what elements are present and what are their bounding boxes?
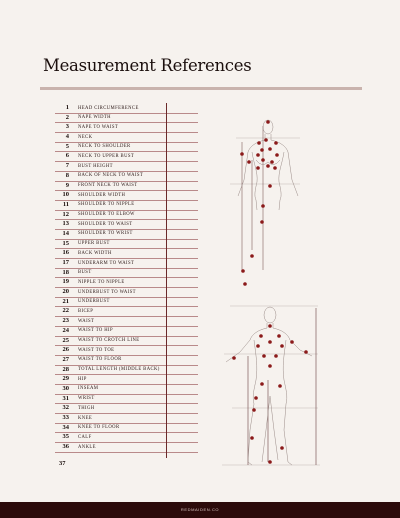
measurement-label: NECK TO SHOULDER [78, 144, 131, 150]
measurement-number: 24 [62, 326, 69, 334]
measurement-number: 23 [62, 317, 69, 325]
measurement-number: 1 [65, 104, 69, 111]
measurement-number: 34 [62, 423, 69, 431]
measurement-label: UNDERARM TO WAIST [78, 260, 135, 266]
measurement-number: 9 [65, 181, 69, 189]
measurement-label: SHOULDER TO NIPPLE [78, 202, 135, 208]
measurement-label: ANKLE [78, 444, 96, 450]
measurement-label: KNEE [78, 415, 93, 421]
measurement-label: SHOULDER WIDTH [78, 192, 126, 198]
measurement-label: NIPPLE TO NIPPLE [78, 279, 125, 285]
measurement-label: WAIST TO TOE [78, 347, 115, 353]
measurement-number: 6 [65, 152, 69, 160]
measurement-number: 19 [62, 278, 69, 286]
measurement-number: 20 [62, 288, 69, 296]
measurement-number: 11 [62, 200, 69, 208]
measurement-number: 17 [62, 259, 69, 266]
measurement-label: INSEAM [78, 386, 99, 392]
measurement-label: CALF [78, 434, 92, 440]
measurement-label: NECK TO UPPER BUST [78, 153, 135, 159]
measurement-label: SHOULDER TO WRIST [78, 231, 133, 237]
measurement-label: KNEE TO FLOOR [78, 425, 120, 431]
measurement-label: BICEP [78, 308, 94, 314]
measurement-label: WRIST [78, 396, 95, 402]
measurement-number: 5 [65, 142, 69, 150]
measurement-label: BUST [78, 270, 92, 276]
measurement-number: 33 [62, 414, 69, 421]
measurement-number: 32 [62, 404, 69, 412]
measurement-number: 29 [62, 375, 69, 383]
measurement-number: 12 [62, 210, 69, 218]
measurement-number: 35 [62, 433, 69, 441]
measurement-number: 16 [62, 249, 69, 257]
measurement-number: 21 [62, 297, 69, 305]
measurement-number: 4 [65, 133, 69, 141]
measurement-number: 8 [65, 171, 69, 179]
measurement-label: BACK OF NECK TO WAIST [78, 173, 144, 179]
measurement-label: UNDERBUST [78, 299, 110, 305]
measurement-label: WAIST [78, 318, 95, 324]
measurement-label: WAIST TO FLOOR [78, 357, 122, 363]
measurement-number: 25 [62, 336, 69, 344]
measurement-label: THIGH [78, 405, 95, 411]
measurement-label: SHOULDER TO WAIST [78, 221, 133, 227]
measurement-number: 3 [65, 123, 69, 131]
footer: REDMAIDEN.CO [0, 502, 400, 518]
measurement-label: WAIST TO HIP [78, 328, 114, 334]
measurement-number: 27 [62, 355, 69, 363]
measurement-label: SHOULDER TO ELBOW [78, 212, 135, 218]
measurement-label: BACK WIDTH [78, 250, 112, 256]
page-title: Measurement References [43, 56, 252, 75]
measurement-label: HEAD CIRCUMFERENCE [78, 105, 139, 111]
measurement-label: UPPER BUST [78, 241, 110, 247]
measurement-number: 14 [62, 229, 69, 237]
measurement-number: 18 [62, 268, 69, 276]
measurement-number: 22 [62, 307, 69, 315]
measurement-label: NECK [78, 134, 93, 140]
measurement-label: FRONT NECK TO WAIST [78, 183, 138, 188]
measurement-label: BUST HEIGHT [78, 163, 113, 169]
measurement-number: 10 [62, 191, 69, 199]
measurement-number: 2 [65, 113, 69, 121]
measurement-number: 26 [62, 346, 69, 354]
measurement-label: HIP [78, 376, 87, 382]
measurement-label: WAIST TO CROTCH LINE [78, 338, 140, 343]
measurement-label: NAPE WIDTH [78, 115, 111, 121]
measurement-label: NAPE TO WAIST [78, 124, 119, 130]
measurement-label: UNDERBUST TO WAIST [78, 289, 136, 295]
measurement-number: 36 [62, 443, 69, 451]
measurement-number: 15 [62, 239, 69, 247]
measurement-number: 31 [62, 394, 69, 402]
measurement-number: 13 [62, 220, 69, 228]
measurement-number: 30 [62, 384, 69, 392]
measurement-number: 28 [62, 365, 69, 373]
measurement-number-37: 37 [59, 460, 66, 467]
measurement-label: TOTAL LENGTH (MIDDLE BACK) [78, 367, 160, 373]
measurement-number: 7 [65, 162, 69, 170]
